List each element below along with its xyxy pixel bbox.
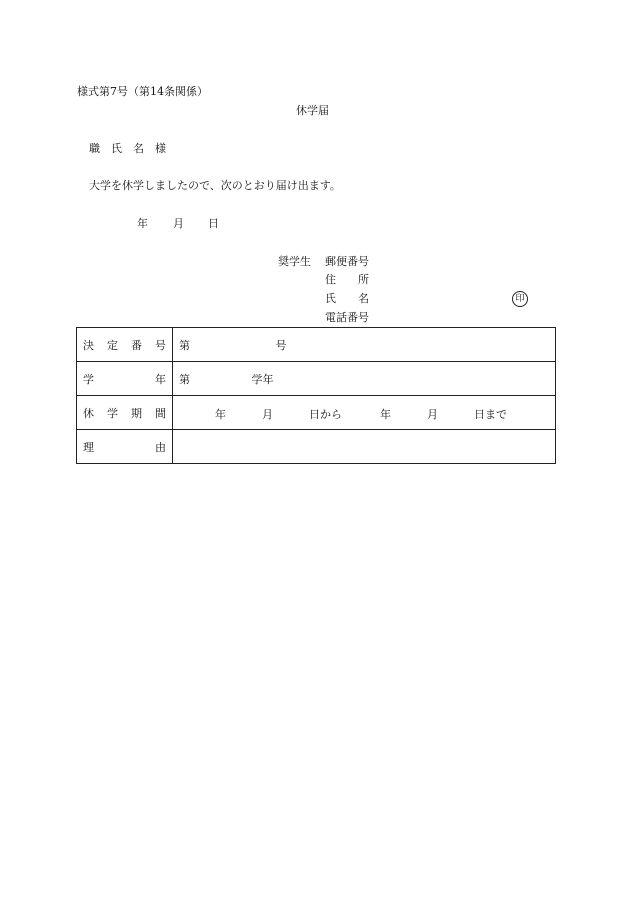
period-from-year: 年 — [215, 408, 226, 421]
period-to-month: 月 — [427, 408, 438, 421]
reason-field[interactable] — [173, 430, 556, 464]
decision-number-label — [77, 328, 173, 362]
date-day: 日 — [208, 217, 219, 230]
table-row — [77, 328, 556, 362]
table-row — [77, 362, 556, 396]
label-char: 期 — [131, 406, 142, 420]
period-to-day: 日まで — [474, 408, 507, 421]
value-prefix: 第 — [179, 338, 190, 352]
label-char: 学 — [83, 372, 94, 386]
table-row — [77, 430, 556, 464]
info-table — [76, 327, 556, 464]
value-suffix: 号 — [275, 338, 287, 352]
decision-number-field[interactable] — [173, 328, 556, 362]
form-number: 様式第7号（第14条関係） — [77, 85, 208, 98]
seal-icon: 印 — [512, 291, 528, 307]
address-label: 住 所 — [325, 273, 369, 286]
label-char: 号 — [155, 338, 166, 352]
grade-field[interactable] — [173, 362, 556, 396]
name-label: 氏 名 — [325, 292, 369, 305]
phone-label: 電話番号 — [325, 311, 369, 324]
label-char: 決 — [83, 338, 94, 352]
leave-period-label — [77, 396, 173, 430]
label-char: 休 — [83, 406, 94, 420]
postal-code-label: 郵便番号 — [325, 255, 369, 268]
period-to-year: 年 — [380, 408, 391, 421]
label-char: 定 — [107, 338, 118, 352]
label-char: 年 — [155, 372, 166, 386]
date-year: 年 — [137, 217, 148, 230]
label-char: 学 — [107, 406, 118, 420]
grade-label — [77, 362, 173, 396]
label-char: 間 — [155, 406, 166, 420]
reason-label — [77, 430, 173, 464]
table-row — [77, 396, 556, 430]
value-suffix: 学年 — [251, 372, 274, 386]
period-from-day: 日から — [309, 408, 342, 421]
applicant-label: 奨学生 — [278, 255, 311, 268]
label-char: 理 — [83, 440, 94, 454]
period-from-month: 月 — [262, 408, 273, 421]
value-prefix: 第 — [179, 372, 190, 386]
addressee: 職 氏 名 様 — [89, 142, 166, 155]
document-title: 休学届 — [296, 104, 329, 117]
label-char: 由 — [155, 440, 166, 454]
body-text: 大学を休学しましたので、次のとおり届け出ます。 — [89, 179, 341, 192]
label-char: 番 — [131, 338, 142, 352]
date-month: 月 — [173, 217, 184, 230]
leave-period-field[interactable] — [173, 396, 556, 430]
